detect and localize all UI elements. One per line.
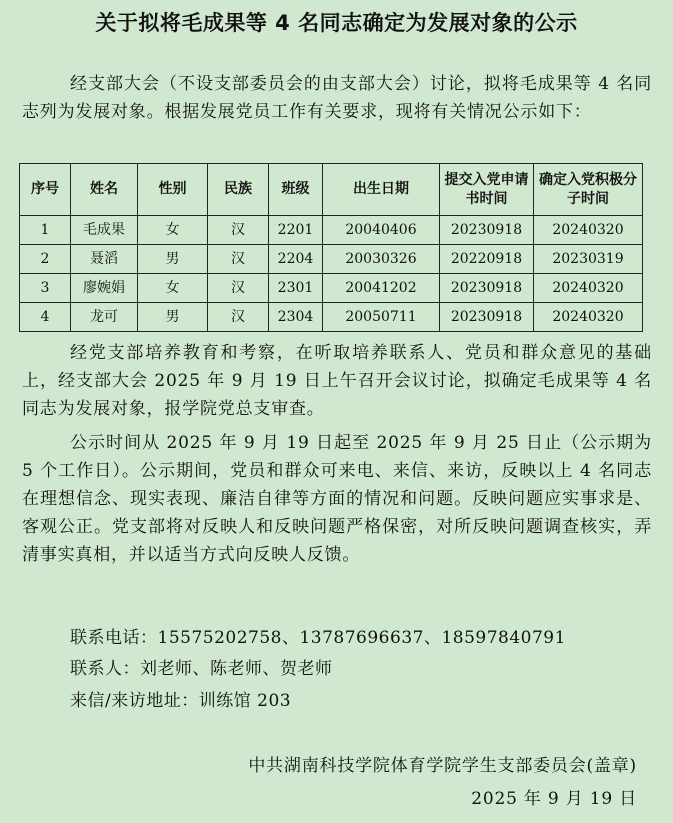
cell-class: 2201: [269, 216, 323, 245]
cell-application-date: 20230918: [440, 303, 534, 332]
table-header-row: [20, 164, 643, 216]
cell-name: 龙可: [71, 303, 138, 332]
cell-birth-date: 20030326: [323, 245, 440, 274]
candidate-table: [19, 163, 643, 332]
table-row: [20, 303, 643, 332]
cell-class: 2204: [269, 245, 323, 274]
cell-ethnicity: 汉: [208, 274, 269, 303]
cell-gender: 男: [138, 303, 208, 332]
notice-title: 关于拟将毛成果等 4 名同志确定为发展对象的公示: [95, 11, 578, 35]
cell-name: 聂滔: [71, 245, 138, 274]
cell-activist-date: 20240320: [534, 274, 643, 303]
cell-application-date: 20230918: [440, 274, 534, 303]
cell-index: 4: [20, 303, 71, 332]
cell-birth-date: 20041202: [323, 274, 440, 303]
cell-ethnicity: 汉: [208, 216, 269, 245]
cell-name: 毛成果: [71, 216, 138, 245]
publicity-period-paragraph: 公示时间从 2025 年 9 月 19 日起至 2025 年 9 月 25 日止（公示期为 5 个工作日）。公示期间，党员和群众可来电、来信、来访，反映以上 4 名同志在理想信念、现实表现、廉洁自律等方面的情况和问题。反映问题应实事求是、客观公正。党支部将对反映人和反映问题严格保密，对所反映问题调查核实，弄清事实真相，并以适当方式向反映人反馈。: [22, 433, 652, 565]
cell-gender: 女: [138, 274, 208, 303]
header-application-date: 提交入党申请书时间: [440, 164, 534, 216]
header-class: 班级: [269, 164, 323, 216]
cell-ethnicity: 汉: [208, 303, 269, 332]
contact-person: 联系人：刘老师、陈老师、贺老师: [70, 659, 333, 679]
signature-date: 2025 年 9 月 19 日: [471, 789, 637, 809]
review-paragraph: 经党支部培养教育和考察，在听取培养联系人、党员和群众意见的基础上，经支部大会 2025 年 9 月 19 日上午召开会议讨论，拟确定毛成果等 4 名同志为发展对象，报学院党总支审查。: [22, 343, 652, 419]
cell-birth-date: 20050711: [323, 303, 440, 332]
cell-name: 廖婉娟: [71, 274, 138, 303]
header-birth-date: 出生日期: [323, 164, 440, 216]
cell-gender: 女: [138, 216, 208, 245]
header-activist-date: 确定入党积极分子时间: [534, 164, 643, 216]
header-gender: 性别: [138, 164, 208, 216]
cell-birth-date: 20040406: [323, 216, 440, 245]
cell-application-date: 20230918: [440, 216, 534, 245]
header-index: 序号: [20, 164, 71, 216]
cell-class: 2301: [269, 274, 323, 303]
cell-ethnicity: 汉: [208, 245, 269, 274]
contact-address: 来信/来访地址：训练馆 203: [70, 691, 292, 711]
signature-organization: 中共湖南科技学院体育学院学生支部委员会(盖章): [248, 756, 637, 776]
header-name: 姓名: [71, 164, 138, 216]
header-ethnicity: 民族: [208, 164, 269, 216]
cell-gender: 男: [138, 245, 208, 274]
table-row: [20, 274, 643, 303]
cell-activist-date: 20240320: [534, 303, 643, 332]
cell-index: 2: [20, 245, 71, 274]
intro-paragraph: 经支部大会（不设支部委员会的由支部大会）讨论，拟将毛成果等 4 名同志列为发展对象。根据发展党员工作有关要求，现将有关情况公示如下：: [22, 74, 652, 122]
cell-index: 3: [20, 274, 71, 303]
table-row: [20, 245, 643, 274]
cell-activist-date: 20240320: [534, 216, 643, 245]
contact-phone: 联系电话：15575202758、13787696637、18597840791: [70, 628, 566, 648]
cell-index: 1: [20, 216, 71, 245]
cell-activist-date: 20230319: [534, 245, 643, 274]
cell-class: 2304: [269, 303, 323, 332]
cell-application-date: 20220918: [440, 245, 534, 274]
table-row: [20, 216, 643, 245]
